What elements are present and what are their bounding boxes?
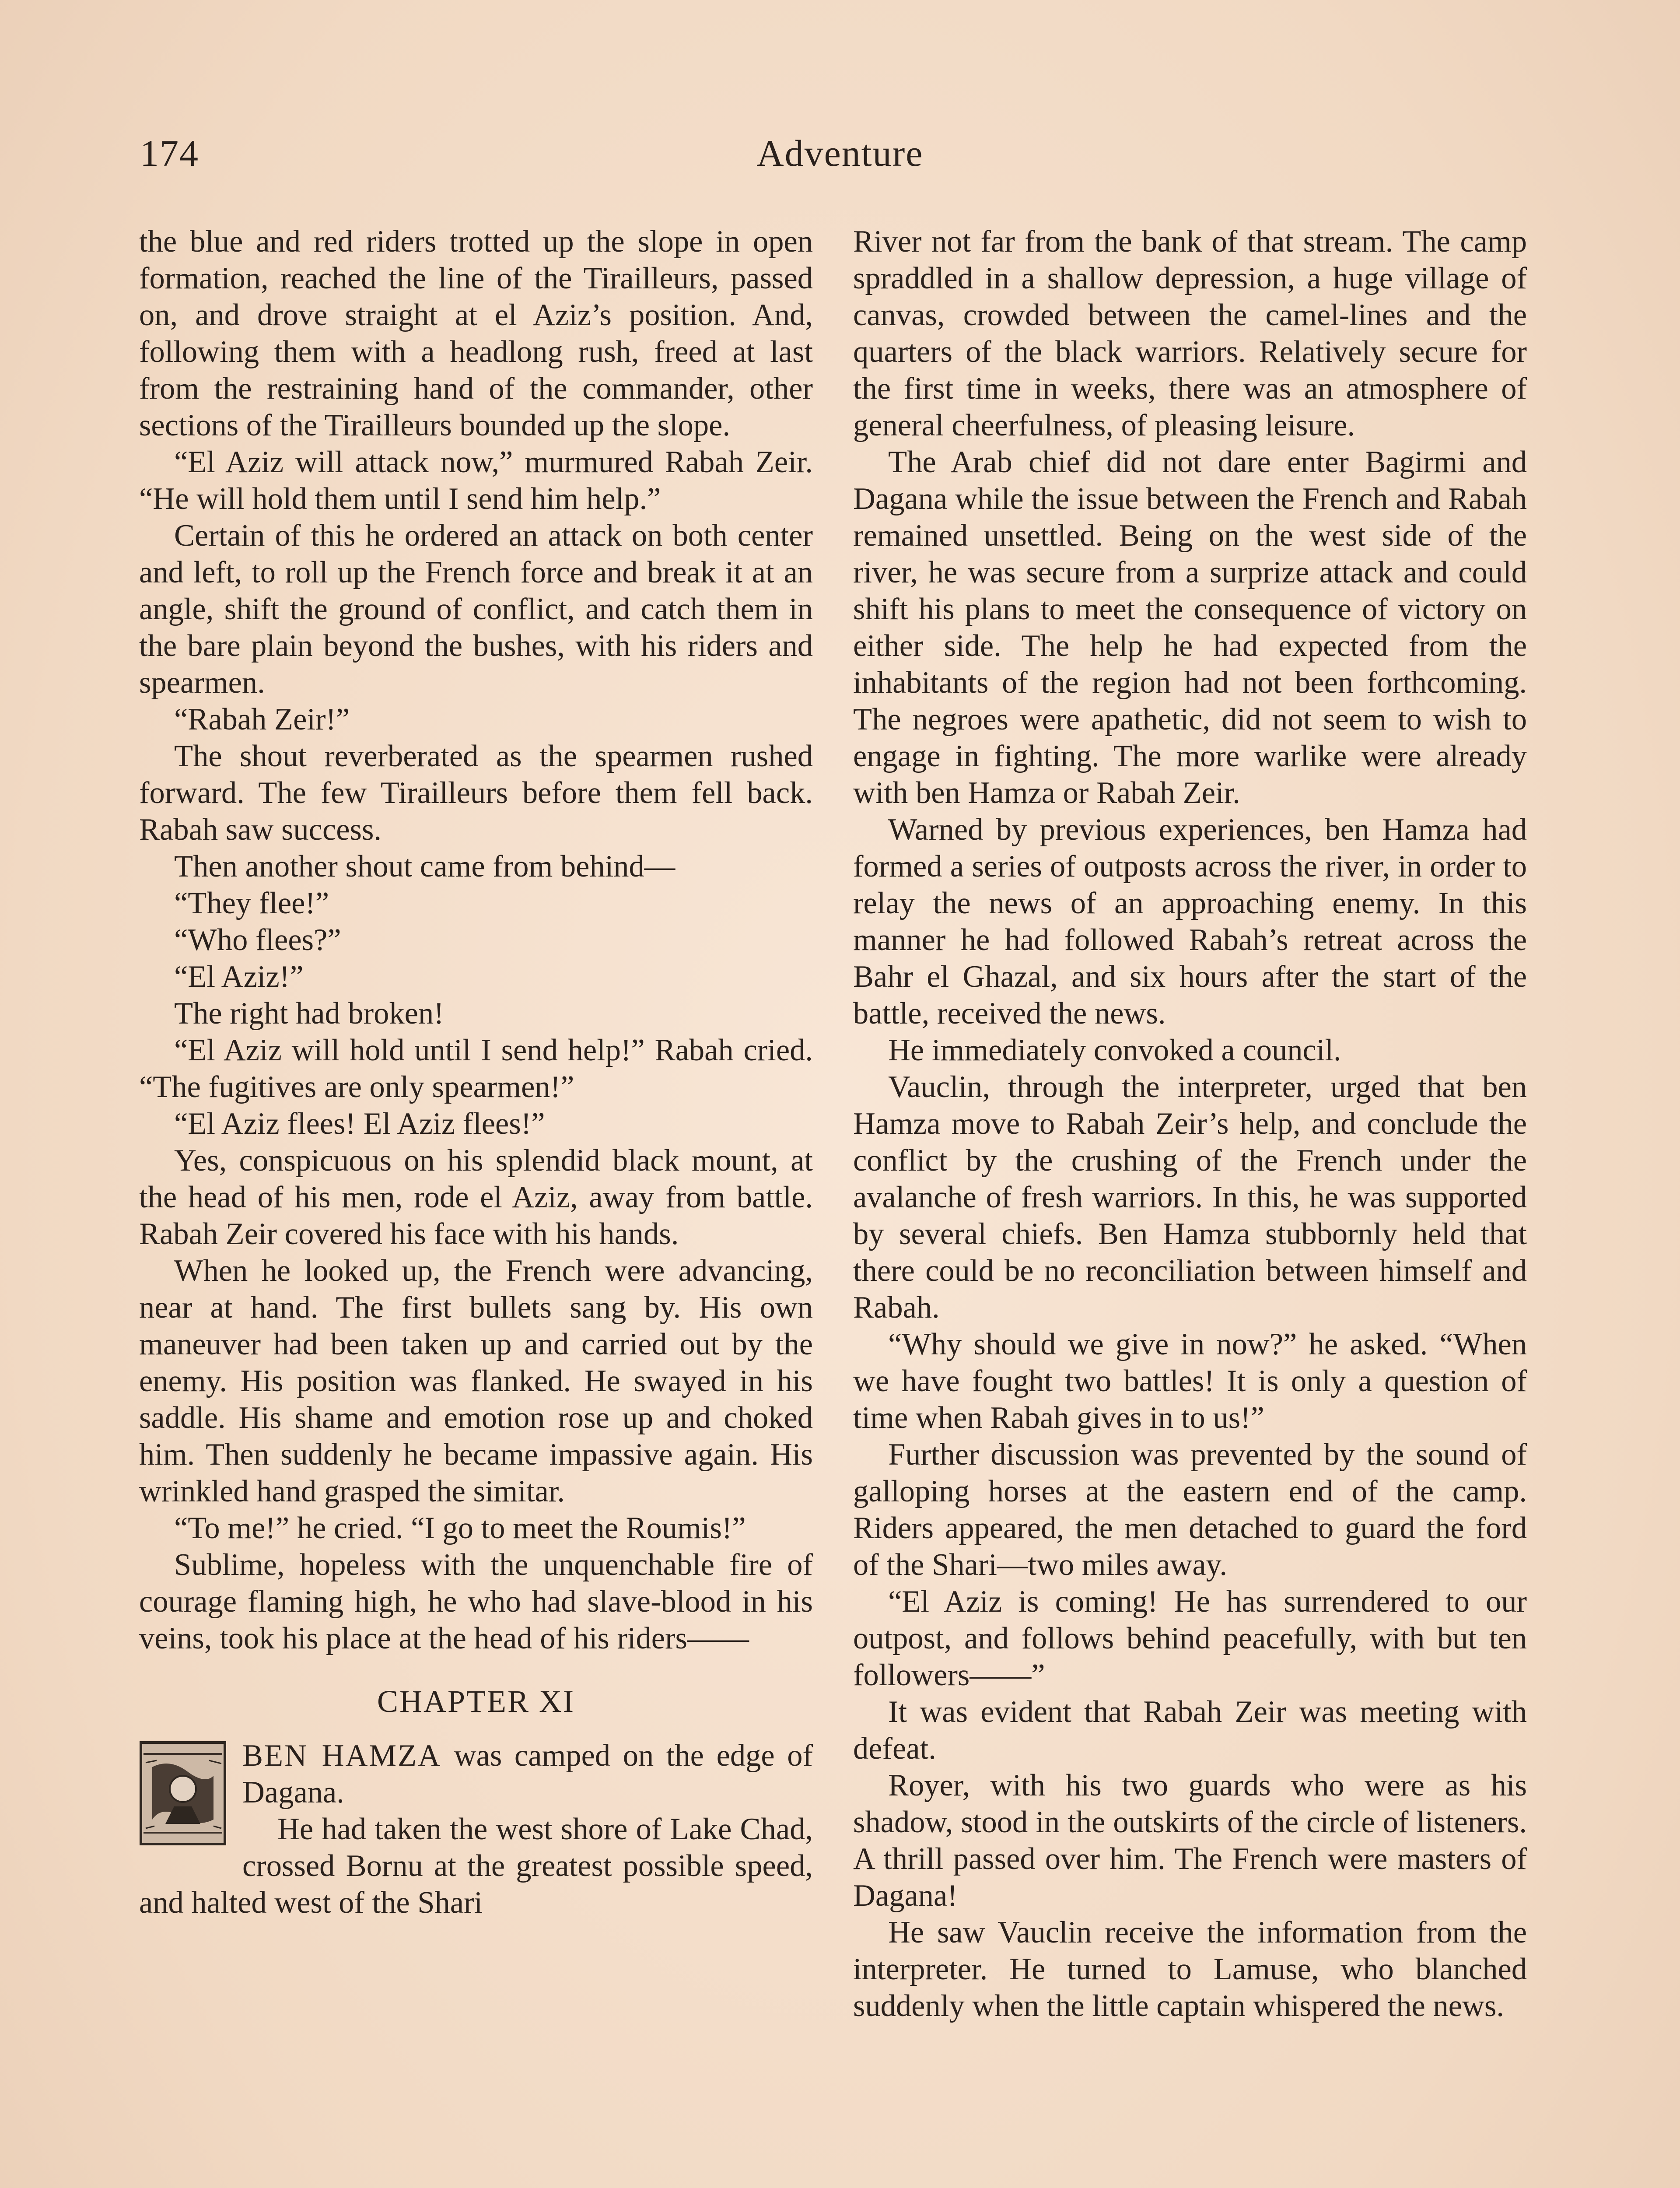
paragraph: “To me!” he cried. “I go to meet the Roumis!” [174, 1511, 746, 1545]
paragraph: He had taken the west shore of Lake Chad, crossed Bornu at the greatest possible speed, and halted west of the Shari [139, 1812, 813, 1920]
paragraph: “El Aziz!” [174, 960, 304, 994]
paragraph: The Arab chief did not dare enter Bagirmi and Dagana while the issue between the French and Rabah remained unsettled. Being on the west side of the river, he was secure from a surprize attack and could shift his plans to meet the consequence of victory on either side. The help he had expected from the inhabitants of the region had not been forthcoming. The negroes were apathetic, did not seem to wish to engage in fighting. The more warlike were already with ben Hamza or Rabah Zeir. [853, 445, 1527, 810]
paragraph: Certain of this he ordered an attack on both center and left, to roll up the French force and break it at an angle, shift the ground of conflict, and catch them in the bare plain beyond the bushes, with his riders and spearmen. [139, 519, 813, 700]
paragraph: Royer, with his two guards who were as his shadow, stood in the outskirts of the circle of listeners. A thrill passed over him. The French were masters of Dagana! [853, 1768, 1527, 1913]
paragraph: “El Aziz will hold until I send help!” Rabah cried. “The fugitives are only spearmen!” [139, 1033, 813, 1104]
page-header [140, 131, 1540, 184]
paragraph: He saw Vauclin receive the information from the interpreter. He turned to Lamuse, who blanched suddenly when the little captain whispered the news. [853, 1915, 1527, 2023]
paragraph: “El Aziz is coming! He has surrendered to our outpost, and follows behind peacefully, with but ten followers——” [853, 1585, 1527, 1692]
chapter-opening [139, 1737, 813, 1811]
paragraph: It was evident that Rabah Zeir was meeting with defeat. [853, 1695, 1527, 1766]
paragraph: The shout reverberated as the spearmen rushed forward. The few Tirailleurs before them fell back. Rabah saw success. [139, 739, 813, 847]
paragraph: When he looked up, the French were advancing, near at hand. The first bullets sang by. His own maneuver had been taken up and carried out by the enemy. His position was flanked. He swayed in his saddle. His shame and emotion rose up and choked him. Then suddenly he became impassive again. His wrinkled hand grasped the simitar. [139, 1254, 813, 1508]
page-number: 174 [140, 132, 199, 174]
paragraph: “Rabah Zeir!” [174, 702, 350, 736]
paragraph: “Who flees?” [174, 923, 341, 957]
left-column [139, 223, 813, 1921]
paragraph: Further discussion was prevented by the sound of galloping horses at the eastern end of the camp. Riders appeared, the men detached to guard the ford of the Shari—two miles away. [853, 1438, 1527, 1582]
paragraph: “El Aziz will attack now,” murmured Rabah Zeir. “He will hold them until I send him help.” [139, 445, 813, 516]
paragraph: River not far from the bank of that stream. The camp spraddled in a shallow depression, a huge village of canvas, crowded between the camel-lines and the quarters of the black warriors. Relatively secure for the first time in weeks, there was an atmosphere of general cheerfulness, of pleasing leisure. [853, 224, 1527, 442]
paragraph: Vauclin, through the interpreter, urged that ben Hamza move to Rabah Zeir’s help, and conclude the conflict by the crushing of the French under the avalanche of fresh warriors. In this, he was supported by several chiefs. Ben Hamza stubbornly held that there could be no reconciliation between himself and Rabah. [853, 1070, 1527, 1325]
decorative-initial-illustration [139, 1741, 227, 1846]
paragraph: Yes, conspicuous on his splendid black mount, at the head of his men, rode el Aziz, away from battle. Rabah Zeir covered his face with his hands. [139, 1143, 813, 1251]
running-title: Adventure [756, 132, 924, 174]
paragraph: Then another shout came from behind— [174, 849, 676, 884]
chapter-opening-smallcaps: BEN HAMZA [242, 1739, 442, 1773]
paragraph: the blue and red riders trotted up the slope in open formation, reached the line of the Tirailleurs, passed on, and drove straight at el Aziz’s position. And, following them with a headlong rush, freed at last from the restraining hand of the commander, other sections of the Tirailleurs bounded up the slope. [139, 224, 813, 442]
paragraph: Sublime, hopeless with the unquenchable fire of courage flaming high, he who had slave-blood in his veins, took his place at the head of his riders—— [139, 1548, 813, 1655]
chapter-heading: CHAPTER XI [377, 1684, 575, 1719]
chapter-opening-rest: was camped on the edge of Dagana. [242, 1739, 813, 1809]
paragraph: “Why should we give in now?” he asked. “When we have fought two battles! It is only a question of time when Rabah gives in to us!” [853, 1327, 1527, 1435]
decorative-initial-icon [139, 1741, 227, 1846]
paragraph: “El Aziz flees! El Aziz flees!” [174, 1107, 545, 1141]
paragraph: “They flee!” [174, 886, 329, 920]
paragraph: He immediately convoked a council. [888, 1033, 1341, 1067]
paragraph: Warned by previous experiences, ben Hamza had formed a series of outposts across the river, in order to relay the news of an approaching enemy. In this manner he had followed Rabah’s retreat across the Bahr el Ghazal, and six hours after the start of the battle, received the news. [853, 813, 1527, 1031]
paragraph: The right had broken! [174, 996, 444, 1031]
right-column [853, 223, 1527, 2024]
